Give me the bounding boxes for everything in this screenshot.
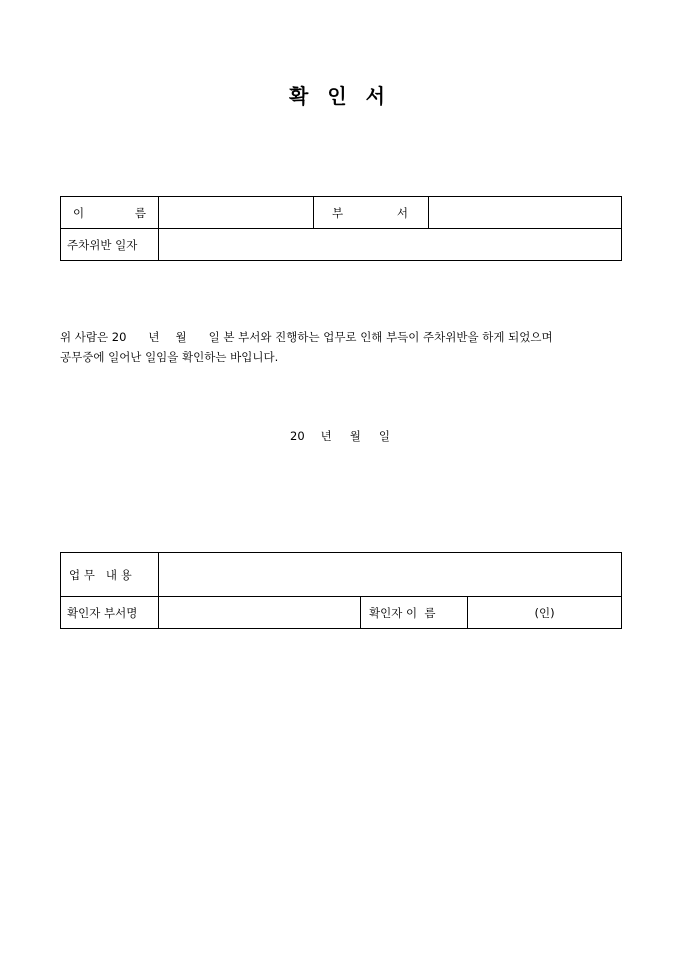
signature-date	[0, 428, 680, 444]
document-title: 확 인 서	[289, 84, 391, 108]
statement-month-unit: 월	[175, 330, 187, 344]
date-day-unit: 일	[378, 429, 390, 443]
department-field[interactable]	[429, 197, 622, 229]
name-field[interactable]	[159, 197, 314, 229]
statement-line-1-suffix: 일 본 부서와 진행하는 업무로 인해 부득이 주차위반을 하게 되었으며	[208, 330, 553, 344]
date-year-prefix: 20	[290, 429, 305, 443]
statement-year-prefix: 위 사람은 20	[60, 330, 127, 344]
violation-date-field[interactable]	[159, 229, 622, 261]
table-row	[61, 597, 622, 629]
work-description-field[interactable]	[159, 553, 622, 597]
confirmer-seal-field[interactable]	[468, 597, 622, 629]
department-label-second: 서	[396, 205, 408, 220]
statement-line-2: 공무중에 일어난 일임을 확인하는 바입니다.	[60, 350, 279, 364]
department-label-first: 부	[332, 205, 344, 220]
name-label-first: 이	[73, 205, 85, 220]
confirmer-name-label: 확인자 이 름	[361, 597, 468, 629]
work-description-label: 업 무 내 용	[61, 553, 159, 597]
confirmer-department-field[interactable]	[159, 597, 361, 629]
confirmation-table	[60, 552, 622, 629]
table-row	[61, 553, 622, 597]
date-month-unit: 월	[349, 429, 361, 443]
name-label-second: 름	[134, 205, 146, 220]
statement-year-unit: 년	[148, 330, 160, 344]
statement-line-1	[60, 327, 622, 347]
violation-date-label: 주차위반 일자	[61, 229, 159, 261]
personal-info-table	[60, 196, 622, 261]
confirmation-statement	[60, 327, 622, 367]
table-row	[61, 229, 622, 261]
department-label	[314, 197, 429, 229]
date-year-unit: 년	[320, 429, 332, 443]
confirmer-department-label: 확인자 부서명	[61, 597, 159, 629]
table-row	[61, 197, 622, 229]
name-label	[61, 197, 159, 229]
seal-label: (인)	[534, 605, 555, 620]
